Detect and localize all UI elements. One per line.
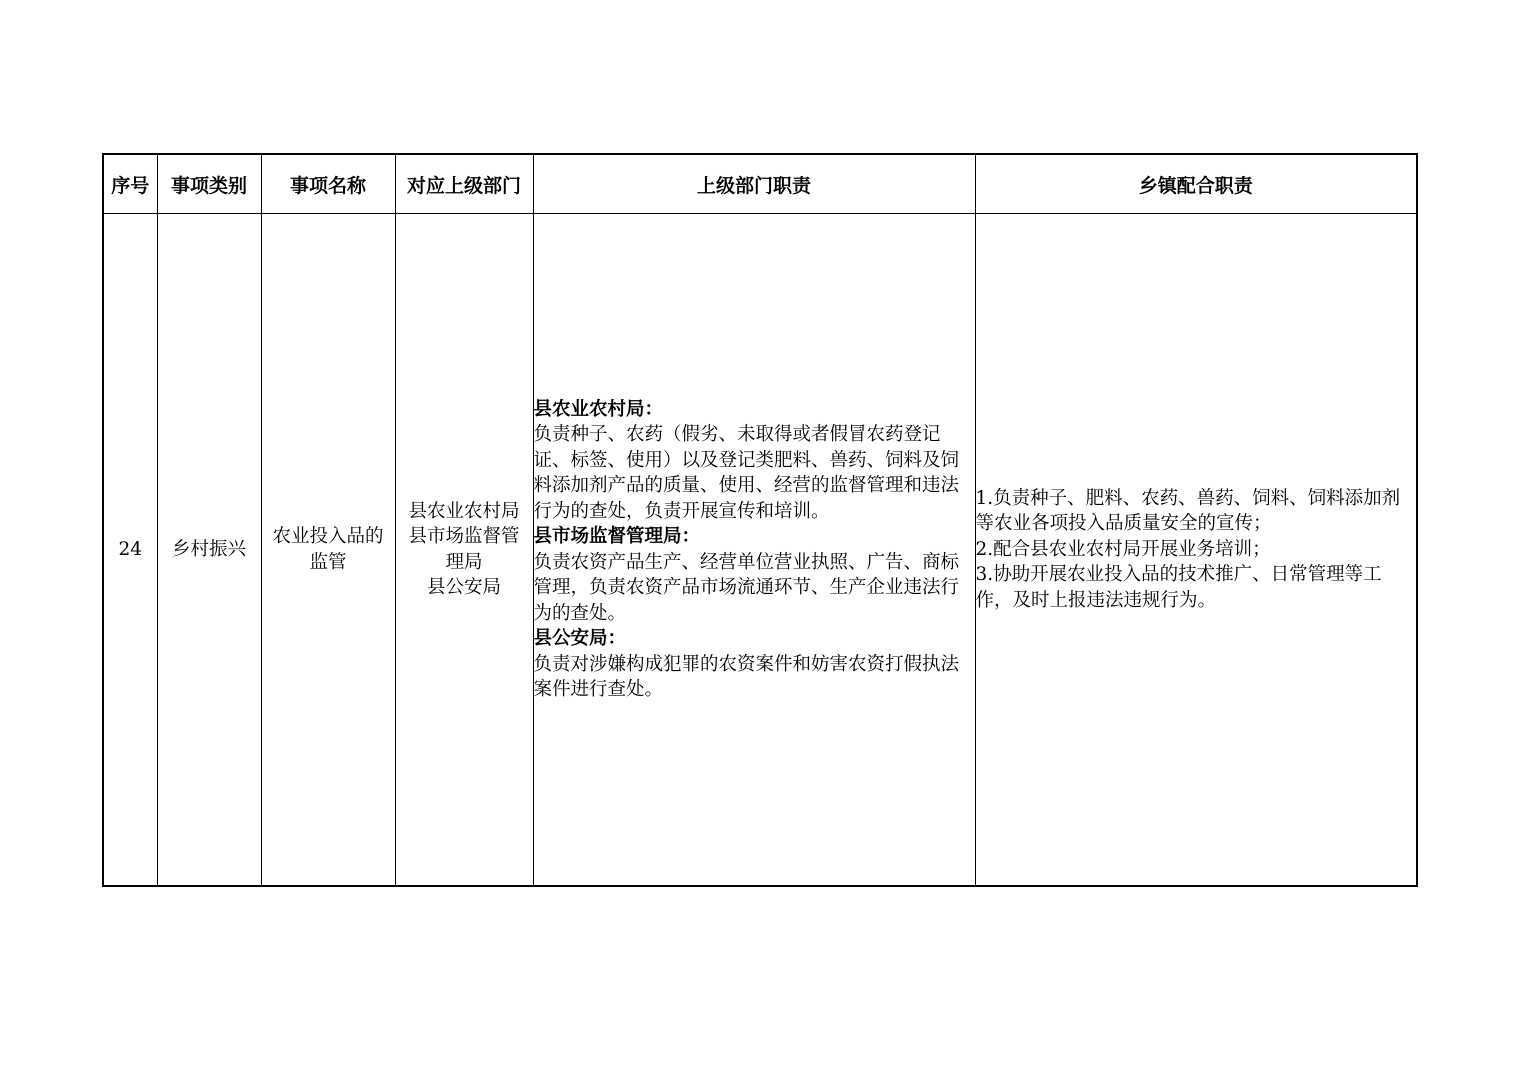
header-town-duties: 乡镇配合职责 <box>975 154 1417 214</box>
department-line: 理局 <box>445 551 483 573</box>
department-line: 县市场监督管 <box>408 526 520 547</box>
duty-dept-heading: 县公安局： <box>533 628 627 649</box>
duty-dept-text: 负责种子、农药（假劣、未取得或者假冒农药登记证、标签、使用）以及登记类肥料、兽药、饲料及饲料添加剂产品的质量、使用、经营的监督管理和违法行为的查处，负责开展宣传和培训。 <box>533 424 960 522</box>
cell-number: 24 <box>103 214 157 887</box>
header-item-name: 事项名称 <box>261 154 395 214</box>
town-duty-item: 3.协助开展农业投入品的技术推广、日常管理等工作，及时上报违法违规行为。 <box>975 564 1382 611</box>
duty-dept-heading: 县市场监督管理局： <box>533 526 701 547</box>
item-name-line: 农业投入品的 <box>272 526 384 547</box>
header-number: 序号 <box>103 154 157 214</box>
cell-town-duties <box>975 214 1417 887</box>
table-row <box>103 214 1417 887</box>
department-line: 县农业农村局 <box>408 500 520 522</box>
duty-dept-text: 负责农资产品生产、经营单位营业执照、广告、商标管理，负责农资产品市场流通环节、生产企业违法行为的查处。 <box>533 551 960 624</box>
header-upper-duties: 上级部门职责 <box>533 154 975 214</box>
town-duty-item: 1.负责种子、肥料、农药、兽药、饲料、饲料添加剂等农业各项投入品质量安全的宣传； <box>975 487 1401 535</box>
table-header-row <box>103 154 1417 214</box>
duty-dept-text: 负责对涉嫌构成犯罪的农资案件和妨害农资打假执法案件进行查处。 <box>533 653 960 700</box>
town-duty-item: 2.配合县农业农村局开展业务培训； <box>975 538 1271 560</box>
item-name-line: 监管 <box>309 551 347 573</box>
duty-table <box>102 153 1418 887</box>
department-line: 县公安局 <box>426 577 501 598</box>
header-upper-department: 对应上级部门 <box>395 154 533 214</box>
cell-category: 乡村振兴 <box>157 214 261 887</box>
cell-upper-duties <box>533 214 975 887</box>
document-sheet <box>102 153 1416 887</box>
duty-dept-heading: 县农业农村局： <box>533 398 664 420</box>
header-category: 事项类别 <box>157 154 261 214</box>
cell-item-name <box>261 214 395 887</box>
cell-departments <box>395 214 533 887</box>
